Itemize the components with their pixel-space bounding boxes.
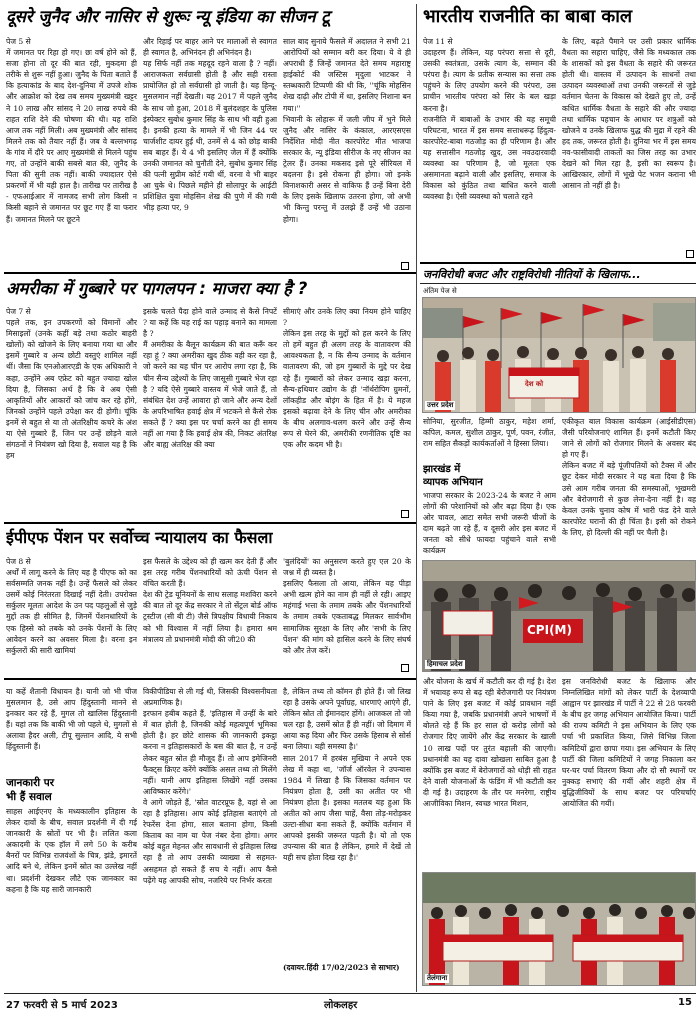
article-epf-col3: 'बुलंदियों' का अनुसरण करते हुए एल 20 के जश्न में ही व्यस्त है। इसलिए फैसला तो आया, लेकिन यह पीड़ा अभी खत्म होने का नाम ही नहीं ले रही। आइए महंगाई भत्ता के तमाम तबके और पेंशनधारियों के तमाम तबके एकताबद्ध मिलकर सार्वभौम सामाजिक सुरक्षा के लिए और 'सभी के लिए पेंशन' की मांग को हासिल करने के लिए संघर्ष को और तेज करें।: [283, 557, 411, 655]
article-epf-col1: पेज 8 से अर्थों में लागू करने के लिए यह है पीएफ को का सर्वसम्मति जनक नहीं है। उन्हें फैसले को लेकर उसमें कोई निरंतरता दिखाई नहीं देती। उपरोक्त सर्कुलर मूलतः आदेश के उन पद पहलुओं से जुड़े मुद्दों तक ही सीमित है, जिनमें पेंशनधारियों के एक हिस्से को तबके को उनके पेंशनों के लिए आवेदन करने का अवसर मिला है। वरना इन सर्कुलरों की सारी खामियां: [6, 557, 137, 655]
article-history-col2: विकीपीडिया से ली गई थी, जिसकी विश्वसनीयता अप्रमाणिक है। इरफान हबीब कहते हैं, 'इतिहास में उन्हीं के बारे में बात होती है, जिनकी कोई महत्वपूर्ण भूमिका होती है। हर छोटे शासक की जानकारी इकट्ठा करना न इतिहासकारों के बस की बात है, न उन्हें लेकर बहुत स्रोत ही मौजूद हैं। तो आप इमेजिनरी फैक्ट्स क्रिएट करेंगे क्योंकि असल तथ्य तो मिलेंगे नहीं। यानी आप इतिहास लिखेंगे नहीं उसका आविष्कार करेंगे।' वे आगे जोड़ते हैं, 'स्रोत वाटरप्रूफ है, वहां से आ रहा है इतिहास। आप कोई इतिहास बताएंगे तो रेफरेंस देना होगा, साल बताना होगा, किसी किताब का नाम या पेज नंबर देना होगा। अगर कोई बहुत मेहनत और सावधानी से इतिहास लिख रहा है तो आप उसकी व्याख्या से सहमत-असहमत हो सकते हैं सच ये नहीं। आप कैसे पढ़ेंगे यह आपकी सोच, नजरिये पर निर्भर करता: [143, 687, 277, 885]
section-divider: [4, 678, 416, 680]
footer-page-number: 15: [678, 997, 692, 1008]
subhead-jankari: जानकारी पर भी हैं सवाल: [6, 777, 55, 803]
photo-banner-cpim: CPI(M): [527, 623, 572, 637]
photo-caption-up: उत्तर प्रदेश: [427, 401, 454, 409]
end-mark-icon: [401, 262, 409, 270]
article-history-col1b: साहस आईएनए के मध्यकालीन इतिहास के लेकर दावों के बीच, सवाल प्रदर्शनी में दी गई जानकारी के स्रोतों पर भी है। ललित कला अकादमी के एक हॉल में लगे 50 के करीब बैनरों पर विभिन्न राजवंशों के चित्र, झंडे, इमारतें आदि बने थे, लेकिन इनमें स्रोत का उल्लेख नहीं था। प्रदर्शनी देखकर लौटे एक जानकार का कहना है कि यह सारी जानकारी: [6, 807, 137, 894]
end-mark-icon: [401, 510, 409, 518]
end-mark-icon: [686, 250, 694, 258]
article-balloon-col3: सीमाएं और उनके लिए क्या नियम होने चाहिए ? लेकिन इस तरह के मुद्दों को हल करने के लिए तो हमें बहुत ही अलग तरह के वातावरण की आवश्यकता है, न कि सैन्य उन्माद के वर्तमान वातावरण की, जो हम गुब्बारों के मुद्दे पर देख रहे हैं। गुब्बारों को लेकर उन्माद खड़ा करना, सैन्य-हथियार उद्योग के ही 'नॉर्थरोपिग ग्रुमनों, लॉकहीड और बोइंग के हित में है। ये महज इसको बढ़ावा देने के लिए चीन और अमरीका के बीच अलगाव-थलग करने और उन्हें सैन्य रूप से घेरने की, अमरीकी रणनीतिक दृष्टि का एक और कदम भी है।: [283, 307, 411, 450]
article-budget-col1b: भाजपा सरकार के 2023-24 के बजट ने आम लोगों की परेशानियों को और बढ़ा दिया है। एक ओर चावल, आटा समेत सभी जरूरी चीजों के दाम बढ़ते जा रहे हैं, व दूसरी ओर इस बजट में जनता को सीधे फायदा पहुंचाने वाले सभी कार्यक्रम: [423, 491, 556, 556]
article-babakaal-col2: के लिए, बढ़ते पैमाने पर उसी प्रकार धार्मिक वैधता का सहारा चाहिए, जैसे कि मध्यकाल तक के शासकों को इस वैधता के सहारे की जरूरत होती थी। वास्तव में उत्पादन के साधनों तथा उत्पादन व्यवस्थाओं तथा उनकी जरूरतों से जुड़े वर्तमान चेतना के विकास को देखते हुए तो, उन्हें कथित धार्मिक वैधता के सहारे की और ज्यादा तथा धार्मिक पहचान के आधार पर शत्रुओं को खोजने व उनके खिलाफ युद्ध की मुद्रा में रहने की हद तक, जरूरत होती है। दुनिया भर में इस समय नव-फासीवादी ताकतों का जिस तरह का उभार देखने को मिल रहा है, इसी का स्वरूप है। आखिरकार, लोगों में भूखे पेट भजन कराना भी आसान तो नहीं ही है।: [562, 37, 696, 191]
article-babakaal-col1: पेज 11 से उदाहरण हैं। लेकिन, यह परंपरा सत्ता से दूरी, उसकी स्वतंत्रता, उसके त्याग के, सम्मान की परंपरा है। त्याग के प्रतीक सन्यास का सत्ता तक पहुंचने के लिए उपयोग करने की परंपरा, उस प्राचीन भारतीय परंपरा को सिर के बल खड़ा करना है। राजनीति में बाबाओं के उभार की यह समूची परिघटना, भारत में इस समय सत्ताधरूढ़ हिंदुत्व-कारपोरेट-बाबा गठजोड़ का ही परिणाम है। और यह सत्तासीन गठजोड़ खुद, उस नवउदारवादी व्यवस्था का परिणाम है, जो मूलतः एक असमानता बढ़ाने वाली और इसलिए, समाज के विकास को कुंठित तथा बाधित करने वाली व्यवस्था है। ऐसी व्यवस्था को चलाते रहने: [423, 37, 556, 202]
headline-babakaal: भारतीय राजनीति का बाबा काल: [423, 6, 633, 27]
photo-caption-telangana: तेलंगाना: [427, 974, 448, 982]
telangana-photo-illustration: [423, 873, 696, 986]
article-source: (दवायर.हिंदी 17/02/2023 से साभार): [283, 963, 400, 972]
headline-junaid: दूसरे जुनैद और नासिर से शुरूः न्यू इंडिया का सीजन टू: [6, 7, 330, 26]
footer-date: 27 फरवरी से 5 मार्च 2023: [6, 1000, 118, 1011]
article-junaid-col1: पेज 5 से में जमानत पर रिहा हो गए। छः वर्ष होने को हैं, सजा होना तो दूर की बात रही, मुकदमा ही तरीके से शुरू नहीं हुआ। जुनैद के पिता बताते हैं कि हत्याकांड के बाद देश-दुनिया में उपजे शोक और आक्रोश को देख तब समय मुख्यमंत्री खट्टर ने 10 लाख और सांसद ने 20 लाख रुपये की राहत राशि देने की घोषणा की थी। यह राशि आज तक नहीं मिली। अब मुख्यमंत्री और सांसद मिलने तक को तैयार नहीं हैं। जब वे बल्लभगढ़ के गांव में दौरे पर आए मुख्यमंत्री से मिलने पहुंच गए, तो उन्होंने बाकी सबसे बात की, जुनैद के पिता की सुनी तक नहीं। बाकी ज्यादातर ऐसे प्रकरणों में भी यही हाल है। तारीख पर तारीख है - एफआईआर में नामजद सभी लोग किसी न किसी बहाने से जमानत पर छूट गए हैं या फरार हैं। जमानत मिलने पर छूटने: [6, 37, 137, 224]
subhead-jharkhand: झारखंड में व्यापक अभियान: [423, 464, 483, 488]
article-epf-col2: इस फैसले के उद्देश्य को ही खत्म कर देती हैं और इस तरह गरीब पेंशनधारियों को ऊंची पेंशन से वंचित करती हैं। देश की ट्रेड यूनियनों के साथ सलाह मशविरा करने की बात तो दूर केंद्र सरकार ने तो सेंट्रल बोर्ड ऑफ ट्रस्टीज (सी बी टी) जैसे त्रिपक्षीय विधायी निकाय को भी विश्वास में नहीं लिया है। हमारा श्रम मंत्रालय तो प्रधानमंत्री मोदी की जी20 की: [143, 557, 277, 644]
end-mark-icon: [401, 664, 409, 672]
photo-himachal-pradesh: [422, 560, 696, 672]
article-budget-col1: सोनिया, सुरजीत, हिम्मी ठाकुर, महेश शर्मा, कपिल, कमल, सुशील ठाकुर, पूर्ण, पवन, रंजीत, राम सहित सैकड़ों कार्यकर्ताओं ने हिस्सा लिया।: [423, 417, 556, 449]
headline-epf: ईपीएफ पेंशन पर सर्वोच्च न्यायालय का फैसला: [6, 528, 273, 547]
photo-caption-hp: हिमाचल प्रदेश: [427, 660, 463, 668]
article-balloon-col1: पेज 7 से पहले तक, इन उपकरणों को विमानों और मिसाइलों (उनके कहीं बड़े तथा कठोर बाहरी खोलों) को खोजने के लिए बनाया गया था और इसमें गुब्बारे व अन्य छोटी वस्तुएं शामिल नहीं थीं। जैसा कि एनओआरएडी के एक अधिकारी ने कहा, उन्होंने अब एफ्रेट को बहुत ज्यादा खोल दिया है, जिसका अर्थ है कि वे अब ऐसी आकृतियों और आकारों को जांच कर रहे होंगे, जिनको उन्होंने पहले उपेक्षा कर दी होगी। चूंकि इनमें से बहुत से या तो अंतरिक्षीय कचरे के अंश या ऐसे गुब्बारे हैं, जिन पर उन्हें छोड़ने वाले संगठनों ने नियंत्रण खो दिया है, सवाल यह है कि हम: [6, 307, 137, 461]
photo-banner-text: देश को: [525, 380, 544, 388]
footer-rule: [4, 993, 696, 994]
section-divider: [4, 522, 416, 524]
article-budget-col2: एकीकृत बाल विकास कार्यक्रम (आईसीडीएस) जैसी परियोजनाएं शामिल हैं। इनमें कटौती किए जाने से लोगों को रोजगार मिलने के अवसर बंद हो गए हैं। लेकिन बजट में बड़े पूंजीपतियों को टैक्स में और छूट देकर मोदी सरकार ने यह बता दिया है कि उसे आम गरीब जनता की समस्याओं, भूखमरी और बेरोजगारी से कुछ लेना-देना नहीं है। वह केवल उनके चुनाव कोष में भारी फंड देने वाले कारपोरेट घरानों की ही चिंता है। इसी को रोकने के लिए, हो दिल्ली की नहीं पर चैली है।: [562, 417, 696, 537]
rally-photo-illustration: [423, 298, 696, 413]
column-divider: [416, 262, 417, 992]
headline-budget: जनविरोधी बजट और राष्ट्रविरोधी नीतियों के खिलाफ...: [423, 268, 641, 281]
himachal-photo-illustration: [423, 561, 696, 672]
article-budget-col4: इस जनविरोधी बजट के खिलाफ और निम्नलिखित मांगों को लेकर पार्टी के देशव्यापी आह्वान पर झारखंड में पार्टी ने 22 से 28 फरवरी के बीच हर जगह अभियान आयोजित किया। पार्टी की राज्य कमिटी ने इस अभियान के लिए एक पर्चा भी प्रकाशित किया, जिसे विभिन्न जिला कमिटियों द्वारा छापा गया। इस अभियान के लिए पार्टी की जिला कमिटियों ने जगह निकाला कर घर-घर पर्चा वितरण किया और दो सौ स्थानों पर नुक्कड़ सभाएं की गयीं और शहरी क्षेत्र में बुद्धिजीवियों के साथ बजट पर परिचर्चाएं आयोजित की गयीं।: [562, 677, 696, 809]
photo-telangana: [422, 872, 696, 986]
headline-balloon: अमरीका में गुब्बारे पर पागलपन : माजरा क्या है ?: [6, 279, 308, 298]
article-junaid-col3: साल बाद सुनाये फैसले में अदालत ने सभी 21 आरोपियों को सम्मान बरी कर दिया। ये वे ही अपराधी हैं जिन्हें जमानत देते समय महाराष्ट्र हाईकोर्ट की जस्टिस मृदुला भाटकर ने स्तब्धकारी टिप्पणी की थी कि, ''चूंकि मोहसिन शेख दाढ़ी और टोपी में था, इसलिए निशाना बन गया।'' भिवानी के लोहारू में जली जीप में भुने मिले जुनैद और नासिर के कंकाल, आरएसएस निर्देशित मोदी नीत कारपोरेट मीत भाजपा सरकार के, न्यू इंडिया सीरीज के नए सीजन का ट्रेलर हैं। उनका मकसद इसे पूरे सीरियल में बदलना है। इसे रोकना ही होगा। जो इनके विनाशकारी असर से वाकिफ हैं उन्हें बिना देरी के लिए इसके खिलाफ उतरना होगा, जो अभी भी किन्तु परन्तु में उलझे हैं उन्हें भी उठाना होगा।: [283, 37, 411, 224]
footer-publication: लोकलहर: [324, 1000, 358, 1011]
article-budget-col3: और योजना के खर्च में कटौती कर दी गई है। देश में भयावह रूप से बढ़ रही बेरोजगारी पर नियंत्रण पाने के लिए इस बजट में कोई प्रावधान नहीं किया गया है, जबकि प्रधानमंत्री अपने भाषणों में बोलते रहे हैं कि हर साल दो करोड़ लोगों को रोजगार दिए जायेंगे और केंद्र सरकार के खाली 10 लाख पदों पर तुरंत बहाली की जाएगी। प्रधानमंत्री का यह दावा खोखला साबित हुआ है क्योंकि इस बजट में बेरोजगारों को थोड़ी सी राहत देने वाली योजनाओं के फंडिंग में भी कटौती कर दी गई है। उदाहरण के तौर पर मनरेगा, राष्ट्रीय आजीविका मिशन, स्वच्छ भारत मिशन,: [423, 677, 556, 809]
section-divider: [420, 262, 696, 264]
source-line: अंतिम पेज से: [423, 287, 457, 295]
headline-underline: [420, 283, 696, 284]
photo-uttar-pradesh-rally: [422, 297, 696, 413]
article-junaid-col2: और रिहाई पर बाहर आने पर मालाओं से स्वागत ही स्वागत है, अभिनंदन ही अभिनंदन है। यह सिर्फ नहीं तक महदूद रहने वाला है ? नहीं। आराजकता सर्वग्रासी होती है और सही रास्ता प्रायोजित हो तो सर्वग्रासी हो जाती है। यह हिन्दू-मुसलमान नहीं देखती। यह 2017 में पहले जुनैद के साथ जो हुआ, 2018 में बुलंदशहर के पुलिस इंस्पेक्टर सुबोध कुमार सिंह के साथ भी वही हुआ है। इनकी हत्या के मामले में भी जिन 44 पर चार्जशीट दायर हुई थी, उनमें से 4 को छोड़ बाकी सब बाहर हैं। ये 4 भी इसलिए जेल में हैं क्योंकि उनकी जमानत को चुनौती देने, सुबोध कुमार सिंह की पत्नी सुप्रीम कोर्ट गयी थीं, वरना वे भी बाहर आ चुके थे। पिछले महीने ही सोलापुर के आईटी प्रशिक्षित युवा मोहसिन शेख की पुणे में की गयी भीड़ हत्या पर, 9: [143, 37, 277, 213]
article-balloon-col2: इसके चलते पैदा होने वाले उन्माद से कैसे निपटें ? या कहें कि यह राई का पहाड़ बनाने का मामला है ? मैं अमरीका के बैलून कार्यक्रम की बात करूँ कर रहा हूं ? क्या अमरीका खुद ठीक वही कर रहा है, जो करने का यह चीन पर आरोप लगा रहा है, कि चीन सैन्य उद्देश्यों के लिए जासूसी गुब्बारे भेज रहा है ? यदि ऐसे गुब्बारे वास्तव में भेजे जाते हैं, तो संबंधित देश उन्हें आवारा हो जाने और अन्य देशों के अपरिभाषित हवाई क्षेत्र में भटकने से कैसे रोक सकते हैं ? क्या इस पर चर्चा करने का ही समय नहीं आ गया है कि हवाई क्षेत्र की, निकट अंतरिक्ष और बाह्य अंतरिक्ष की क्या: [143, 307, 277, 450]
article-history-col3: है, लेकिन तथ्य तो कॉमन ही होते हैं। जो लिख रहा है उसके अपने पूर्वाग्रह, धारणाएं आएंगे ही, लेकिन स्रोत तो ईमानदार होंगे। आजकल तो जो चल रहा है, उसमें स्रोत हैं ही नहीं। जो दिमाग में आया कह दिया और फिर उसके हिसाब से सोर्स बना लिया। यही समस्या है।' साल 2017 में हरबंस मुखिया ने अपने एक लेख में कहा था, 'जॉर्ज ऑरवेल ने उपन्यास 1984 में लिखा है कि जिसका वर्तमान पर नियंत्रण होता है, उसी का अतीत पर भी नियंत्रण होता है। इसका मतलब यह हुआ कि अतीत को आप जैसा चाहें, वैसा तोड़-मरोड़कर उल्टा-सीधा बना सकते हैं, क्योंकि वर्तमान में आपको इसकी जरूरत पड़ती है। यो तो एक उपन्यास की बात है लेकिन, हमारे में देखें तो यही सच होता दिख रहा है।': [283, 687, 411, 863]
article-history-col1: या कहें शैतानी विधायन है। यानी जो भी चीज मुसलमान है, उसे आप हिंदुस्तानी मानने से इनकार कर रहे हैं, मुगल तो खालिस हिंदुस्तानी हैं। यहां तक कि बाकी भी जो पहले थे, मुगलों से अलावा हैदर अली, टीपू सुल्तान आदि, ये सभी हिंदुस्तानी हैं।: [6, 687, 137, 752]
section-divider: [4, 272, 416, 274]
